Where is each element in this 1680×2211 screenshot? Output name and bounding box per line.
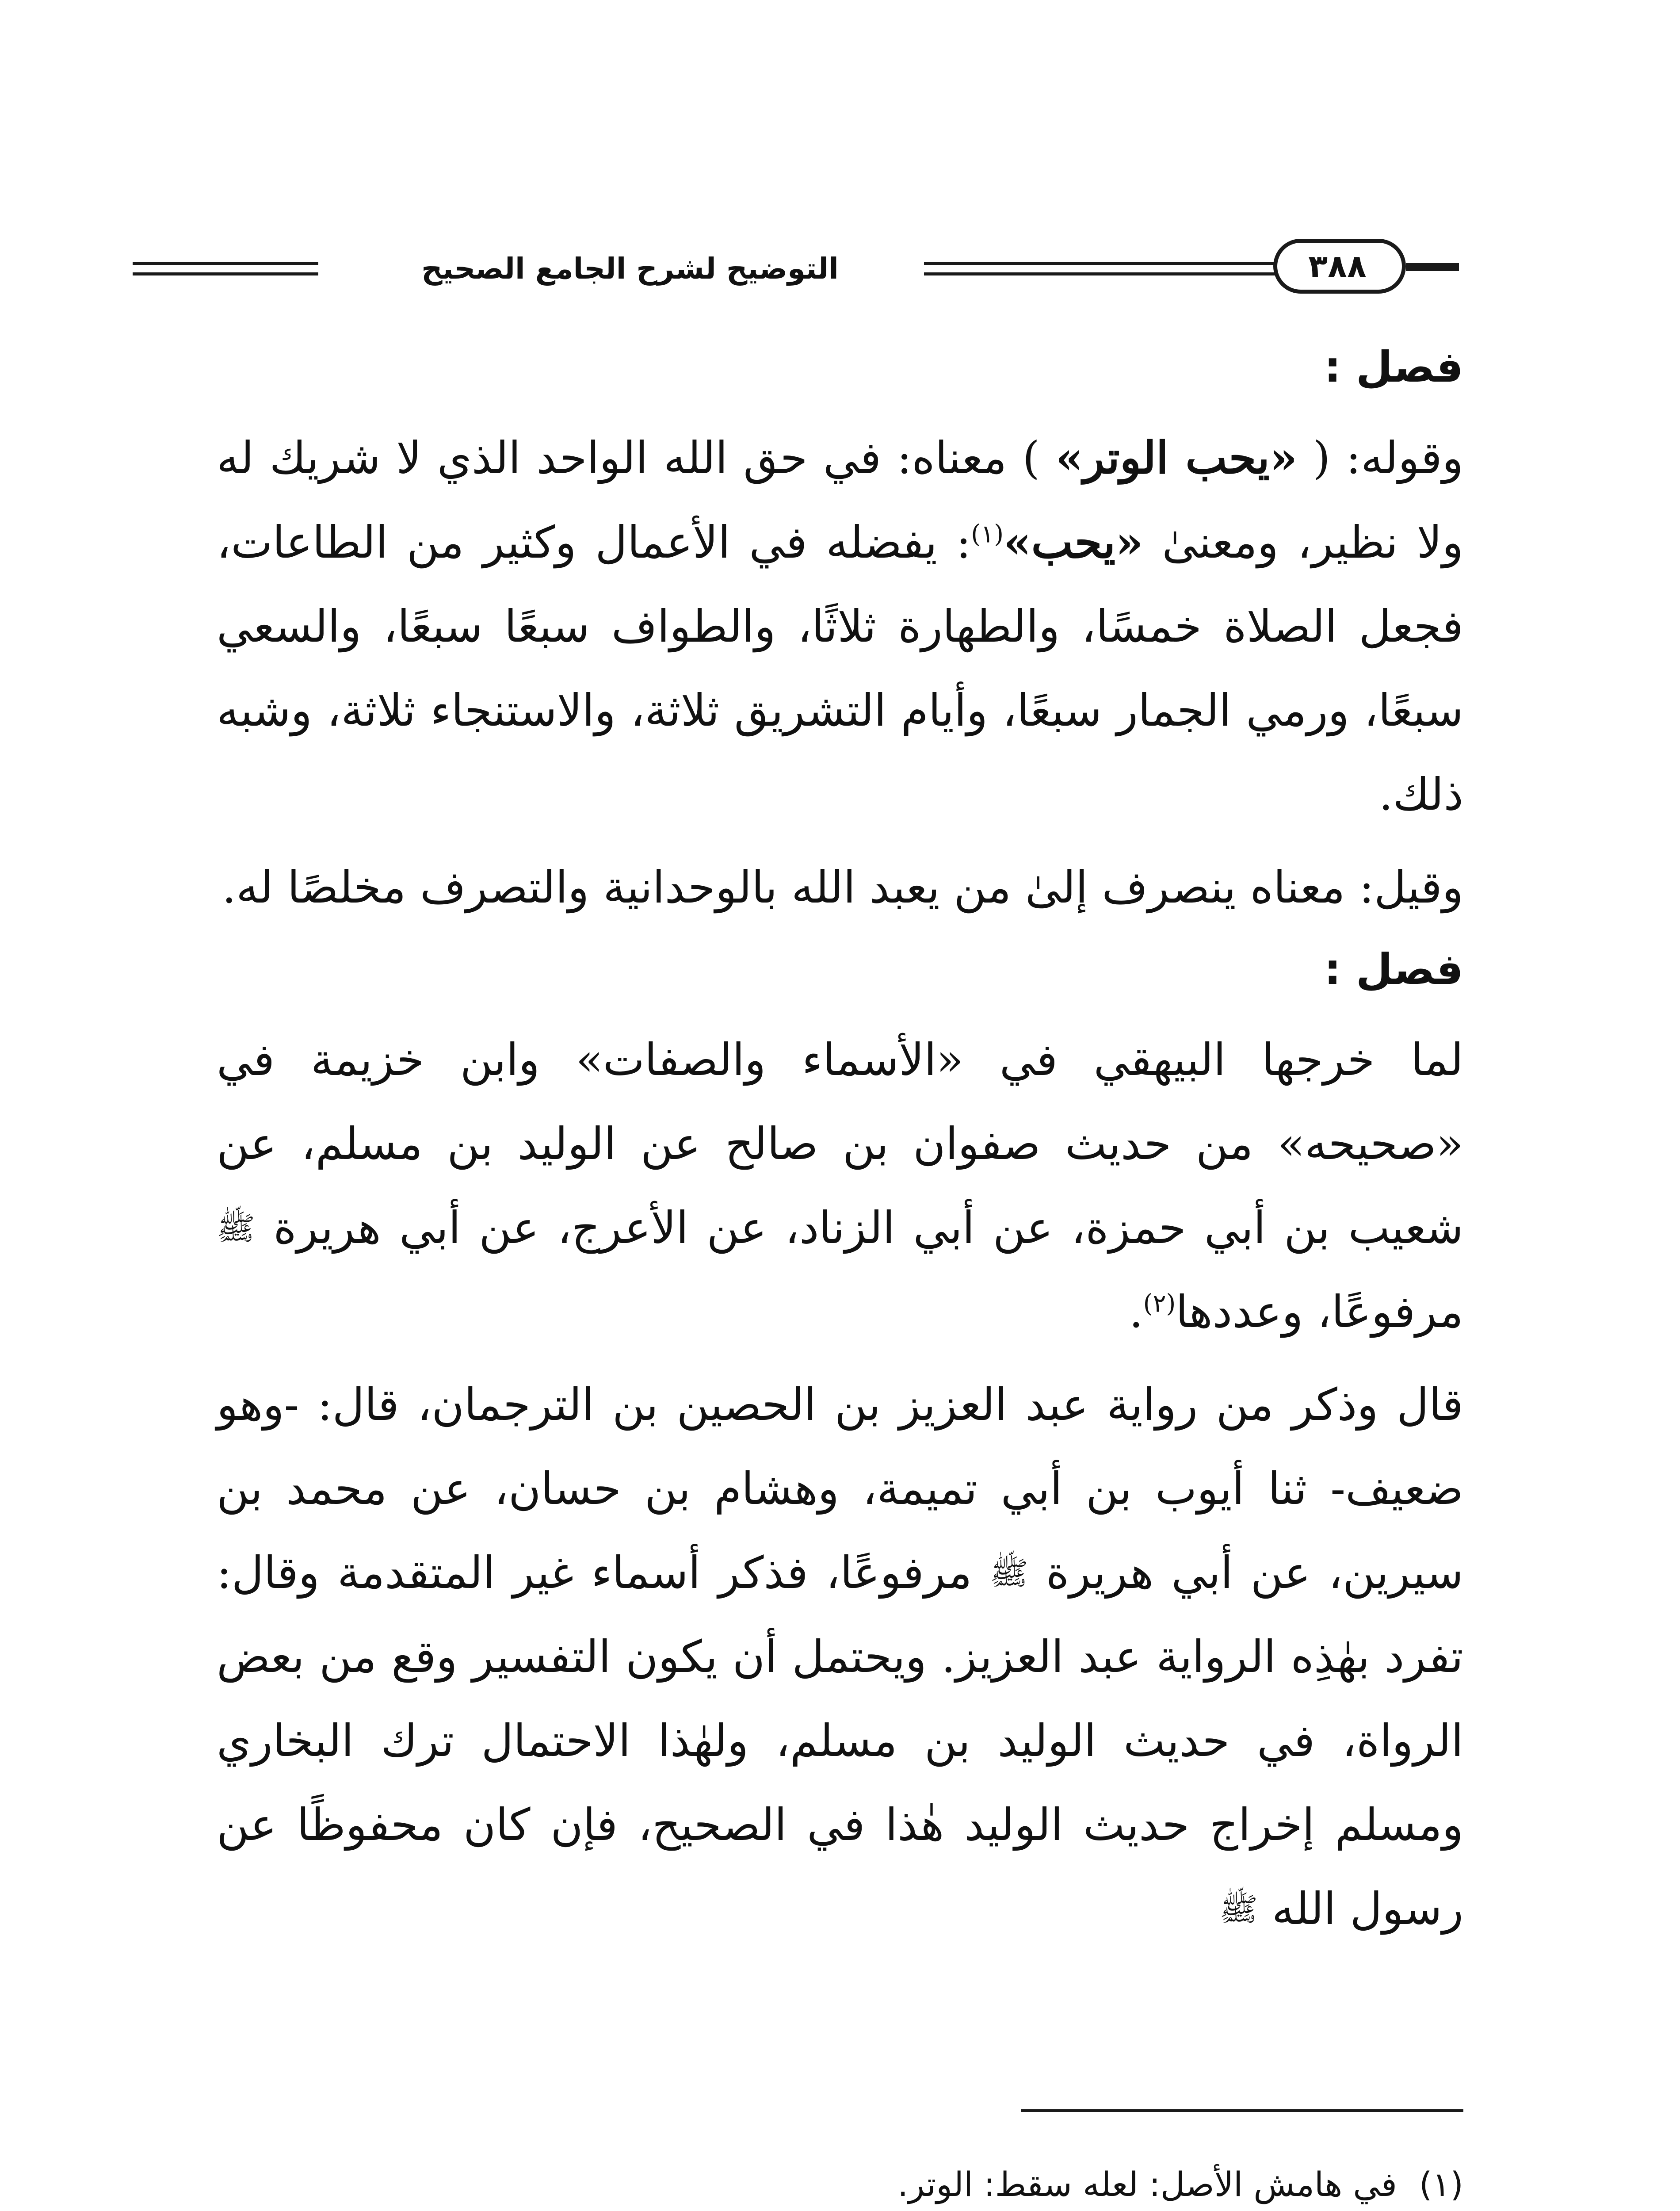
honorific-glyph: ﷺ xyxy=(1219,1890,1258,1928)
footnote xyxy=(217,2149,1463,2211)
page-number: ٣٨٨ xyxy=(1308,248,1367,285)
footnote-number: (١) xyxy=(1419,2165,1463,2204)
paragraph: وقيل: معناه ينصرف إلىٰ من يعبد الله بالوحدانية والتصرف مخلصًا له. xyxy=(222,861,1463,913)
footnote-text: في هامش الأصل: لعله سقط: الوتر. xyxy=(897,2165,1397,2204)
text-run: : يفضله في الأعمال وكثير من الطاعات، فجعل الصلاة خمسًا، والطهارة ثلاثًا، والطواف سبعًا سبعًا، والسعي سبعًا، ورمي الجمار سبعًا، وأيام التشريق ثلاثة، والاستنجاء ثلاثة، وشبه ذلك. xyxy=(217,516,1463,820)
header-rule-left xyxy=(133,262,318,265)
section-heading: فصل : xyxy=(1324,945,1463,994)
text-run: ) معناه: في حق الله الواحد الذي لا شريك له ولا نظير، ومعنىٰ xyxy=(217,432,1463,568)
quoted-hadith-term: «يحب» xyxy=(1004,516,1143,568)
book-title: التوضيح لشرح الجامع الصحيح xyxy=(421,252,839,286)
footnote-marker[interactable]: (١) xyxy=(971,520,1004,549)
text-run: مرفوعًا، فذكر أسماء غير المتقدمة وقال: تفرد بهٰذِه الرواية عبد العزيز. ويحتمل أن يكون التفسير وقع من بعض الرواة، في حديث الوليد بن مسلم، ولهٰذا الاحتمال ترك البخاري ومسلم إخراج حديث الوليد هٰذا في الصحيح، فإن كان محفوظًا عن رسول الله xyxy=(217,1547,1463,1935)
text-run: وقوله: ( xyxy=(1313,432,1464,484)
text-run: مرفوعًا، وعددها xyxy=(1176,1286,1463,1338)
header-rule-left-2 xyxy=(133,272,318,275)
honorific-glyph: ﷺ xyxy=(989,1554,1028,1591)
paragraph xyxy=(217,1018,1463,1354)
header-rule-right xyxy=(1406,263,1459,271)
text-run: . xyxy=(1129,1286,1143,1338)
footnote-separator xyxy=(1021,2109,1463,2112)
footnotes xyxy=(217,2149,1463,2211)
text-run: لما خرجها البيهقي في «الأسماء والصفات» وابن خزيمة في «صحيحه» من حديث صفوان بن صالح عن الوليد بن مسلم، عن شعيب بن أبي حمزة، عن أبي الزناد، عن الأعرج، عن أبي هريرة xyxy=(217,1034,1463,1254)
paragraph xyxy=(217,1363,1463,1951)
running-header xyxy=(133,239,1463,305)
text-run: قال وذكر من رواية عبد العزيز بن الحصين بن الترجمان، قال: -وهو ضعيف- ثنا أيوب بن أبي تميمة، وهشام بن حسان، عن محمد بن سيرين، عن أبي هريرة xyxy=(217,1379,1463,1599)
paragraph xyxy=(217,416,1463,837)
section-heading: فصل : xyxy=(1324,342,1463,392)
quoted-hadith-term: «يحب الوتر» xyxy=(1055,432,1298,484)
main-text xyxy=(217,336,1463,1960)
footnote-marker[interactable]: (٢) xyxy=(1143,1289,1176,1318)
honorific-glyph: ﷺ xyxy=(217,1209,255,1247)
